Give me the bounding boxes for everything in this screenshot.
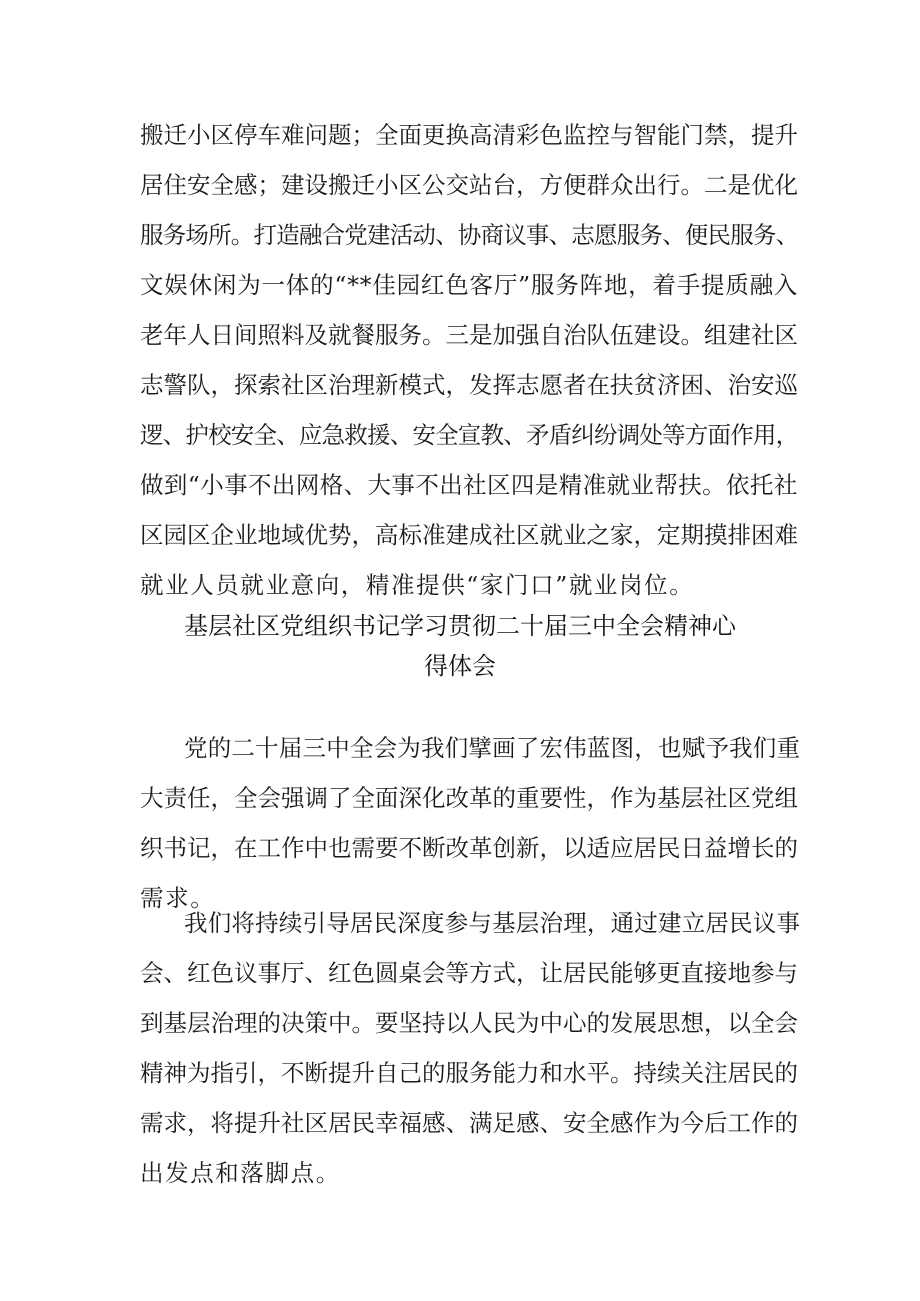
text-line: 到基层治理的决策中。要坚持以人民为中心的发展思想，以全会 bbox=[140, 1009, 798, 1037]
text-line: 志警队，探索社区治理新模式，发挥志愿者在扶贫济困、治安巡 bbox=[140, 371, 798, 399]
text-line: 居住安全感；建设搬迁小区公交站台，方便群众出行。二是优化 bbox=[140, 171, 798, 199]
text-line: 党的二十届三中全会为我们擘画了宏伟蓝图，也赋予我们重 bbox=[184, 734, 801, 762]
article-title-line-1: 基层社区党组织书记学习贯彻二十届三中全会精神心 bbox=[184, 612, 736, 640]
text-line: 就业人员就业意向，精准提供“家门口”就业岗位。 bbox=[140, 571, 695, 599]
text-line: 逻、护校安全、应急救援、安全宣教、矛盾纠纷调处等方面作用， bbox=[140, 421, 799, 449]
text-line: 我们将持续引导居民深度参与基层治理，通过建立居民议事 bbox=[184, 909, 801, 937]
text-line: 文娱休闲为一体的“**佳园红色客厅”服务阵地，着手提质融入 bbox=[140, 271, 799, 299]
text-line: 老年人日间照料及就餐服务。三是加强自治队伍建设。组建社区 bbox=[140, 321, 798, 349]
text-line: 需求，将提升社区居民幸福感、满足感、安全感作为今后工作的 bbox=[140, 1109, 798, 1137]
text-line: 织书记，在工作中也需要不断改革创新，以适应居民日益增长的 bbox=[140, 834, 798, 862]
text-line: 搬迁小区停车难问题；全面更换高清彩色监控与智能门禁，提升 bbox=[140, 121, 798, 149]
text-line: 精神为指引，不断提升自己的服务能力和水平。持续关注居民的 bbox=[140, 1059, 798, 1087]
article-title-line-2: 得体会 bbox=[424, 652, 496, 680]
text-line: 服务场所。打造融合党建活动、协商议事、志愿服务、便民服务、 bbox=[140, 221, 799, 249]
text-line: 大责任，全会强调了全面深化改革的重要性，作为基层社区党组 bbox=[140, 784, 798, 812]
text-line: 会、红色议事厅、红色圆桌会等方式，让居民能够更直接地参与 bbox=[140, 959, 798, 987]
text-line: 出发点和落脚点。 bbox=[140, 1159, 341, 1187]
text-line: 需求。 bbox=[140, 884, 216, 912]
text-line: 做到“小事不出网格、大事不出社区四是精准就业帮扶。依托社 bbox=[140, 471, 798, 499]
text-line: 区园区企业地域优势，高标准建成社区就业之家，定期摸排困难 bbox=[140, 521, 798, 549]
